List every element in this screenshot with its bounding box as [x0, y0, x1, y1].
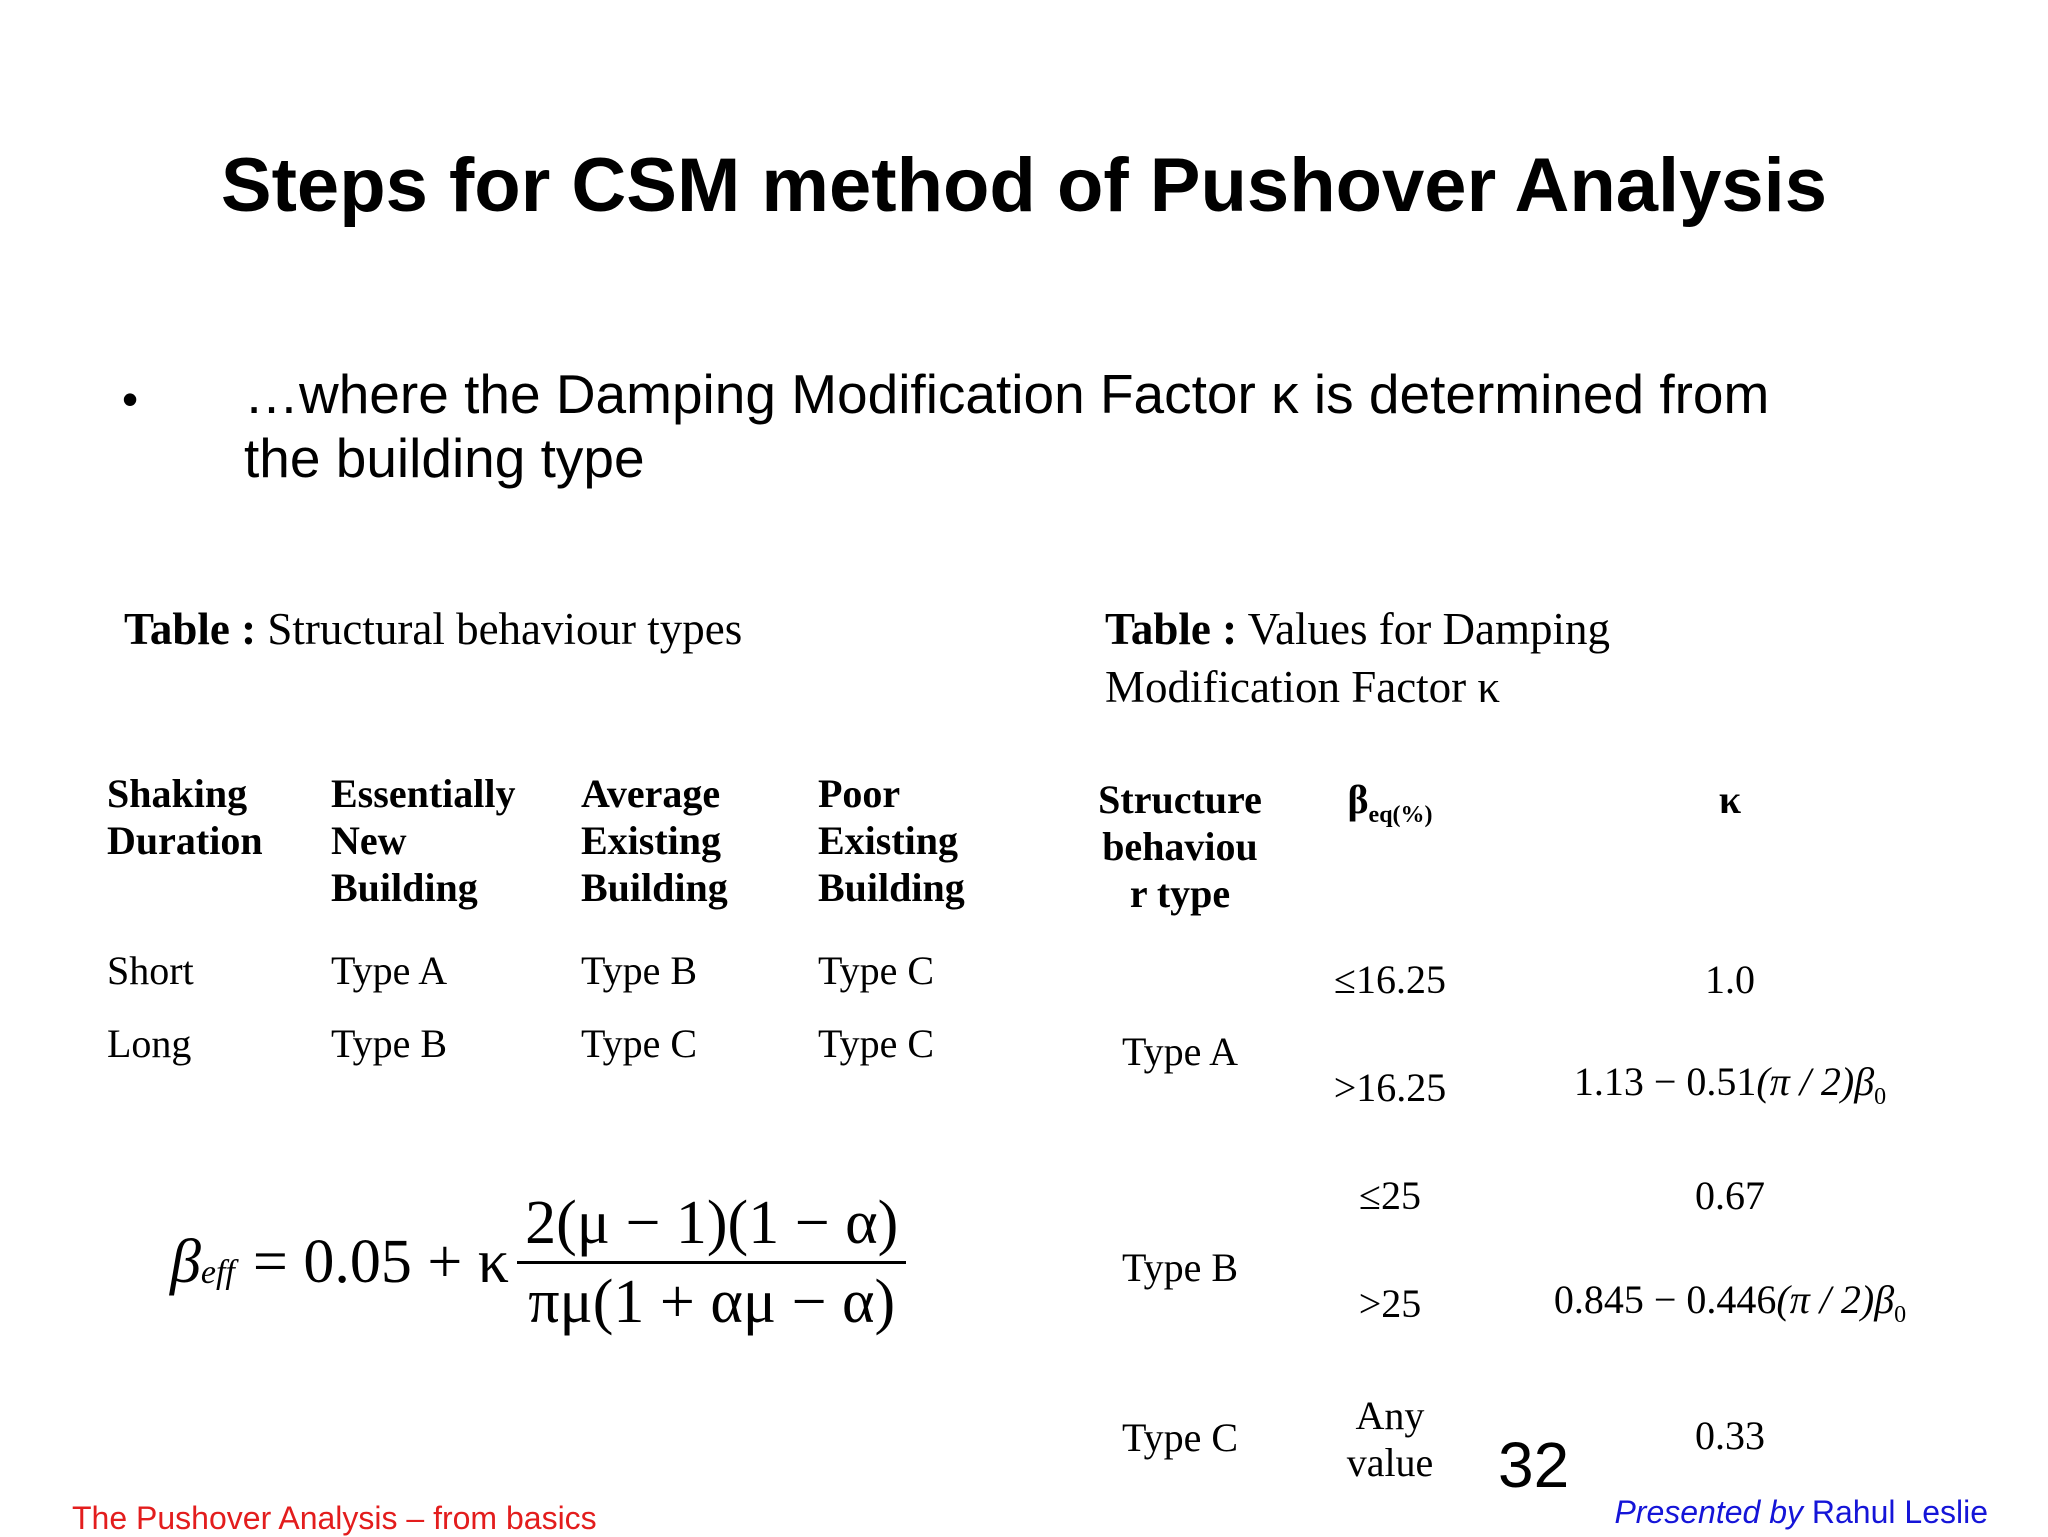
table2-kappa-cell: 1.0: [1705, 957, 1755, 1002]
slide-title: Steps for CSM method of Pushover Analysis: [220, 143, 1828, 228]
table2-kappa-cell: 0.33: [1695, 1413, 1765, 1458]
table1-caption-label: Table :: [124, 604, 257, 654]
footer-title: The Pushover Analysis – from basics: [72, 1500, 597, 1536]
bullet-line-2: the building type: [244, 427, 645, 489]
table1-cell: Short: [107, 948, 194, 993]
table1-header-poor: Poor Existing Building: [818, 771, 965, 910]
formula-middle: = 0.05 + κ: [252, 1228, 510, 1296]
footer-presented-by: Presented by: [1614, 1494, 1803, 1530]
table1-header-average: Average Existing Building: [581, 771, 728, 910]
bullet-marker: •: [122, 373, 139, 425]
table2-caption-label: Table :: [1105, 604, 1238, 654]
bullet-line-1: …where the Damping Modification Factor κ is determined from: [244, 363, 1770, 425]
table2-kappa-formula-b: $0.845 - 0.446(\pi / 2)\beta_0$: [1553, 1277, 1907, 1328]
table2-type-c: Type C: [1121, 1415, 1239, 1460]
table1-cell: Type C: [581, 1021, 698, 1066]
table2-beta-cell: ≤16.25: [1334, 957, 1446, 1002]
table2-kappa-formula-a: $1.13 - 0.51(\pi / 2)\beta_0$: [1573, 1059, 1887, 1110]
formula-lhs-sub: eff: [200, 1253, 235, 1291]
table2-header-beta: $\beta_{eq(\%)}$: [1347, 777, 1433, 828]
footer-presenter: [1614, 1494, 1988, 1531]
table1-cell: Long: [107, 1021, 192, 1066]
table1-cell: Type C: [818, 1021, 935, 1066]
formula-numerator: 2(μ − 1)(1 − α): [517, 1185, 906, 1264]
formula-denominator: πμ(1 + αμ − α): [528, 1268, 896, 1336]
formula-lhs: β: [170, 1228, 201, 1296]
table1-header-new: Essentially New Building: [331, 771, 516, 910]
table2-type-a: Type A: [1121, 1029, 1239, 1074]
table1-caption: [124, 600, 742, 658]
table2-beta-cell: ≤25: [1359, 1173, 1421, 1218]
table1-cell: Type B: [331, 1021, 448, 1066]
formula-fraction: [517, 1185, 906, 1340]
table1-caption-text: Structural behaviour types: [267, 604, 743, 654]
table2-beta-cell: >16.25: [1333, 1065, 1447, 1110]
table1-cell: Type A: [331, 948, 448, 993]
table1-header-shaking: Shaking Duration: [107, 771, 263, 863]
footer-presenter-name: Rahul Leslie: [1811, 1494, 1988, 1530]
table2-beta-cell-any: Any value: [1346, 1393, 1434, 1485]
table2-kappa-cell: 0.67: [1695, 1173, 1765, 1218]
bullet-text: [244, 362, 1904, 490]
effective-damping-formula: [170, 1185, 906, 1340]
table2-type-b: Type B: [1121, 1245, 1239, 1290]
table2-caption-line1: Values for Damping: [1247, 604, 1610, 654]
page-number: 32: [1498, 1429, 1570, 1501]
table2-beta-cell: >25: [1358, 1281, 1422, 1326]
table2-header-kappa: κ: [1718, 777, 1742, 822]
table2-caption: [1105, 600, 1725, 716]
table1-cell: Type B: [581, 948, 698, 993]
table2-header-structure: Structure behaviou r type: [1098, 777, 1262, 916]
table1-cell: Type C: [818, 948, 935, 993]
table2-caption-line2: Modification Factor κ: [1105, 662, 1501, 712]
